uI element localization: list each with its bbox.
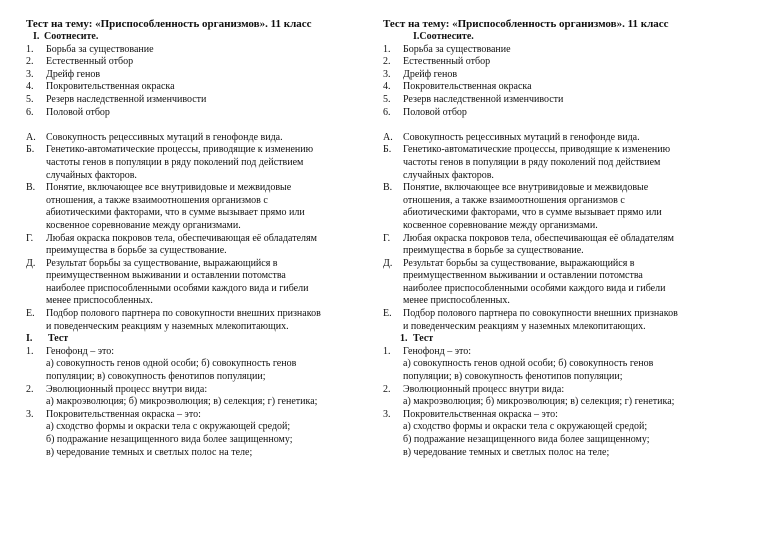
definition-text: абиотическими факторами, что в сумме вызывает прямо или <box>46 207 305 219</box>
item-number: 6. <box>383 106 391 118</box>
item-text: Резерв наследственной изменчивости <box>403 93 564 105</box>
left-worksheet <box>26 17 391 459</box>
answer-option: а) совокупность генов одной особи; б) совокупность генов <box>403 358 654 370</box>
answer-option: а) сходство формы и окраски тела с окружающей средой; <box>46 421 291 433</box>
question-text: Генофонд – это: <box>403 345 472 357</box>
answer-options <box>383 434 745 447</box>
term-item <box>383 81 745 94</box>
answer-option: популяции; в) совокупность фенотипов популяции; <box>46 371 266 383</box>
answer-options <box>26 358 388 371</box>
definition-text: Результат борьбы за существование, выражающийся в <box>403 257 635 269</box>
definition-text: случайных факторов. <box>46 169 137 181</box>
definition-continuation <box>383 170 745 183</box>
answer-options <box>383 371 745 384</box>
answer-option: в) чередование темных и светлых полос на теле; <box>403 446 610 458</box>
question <box>383 384 745 397</box>
definition-letter: В. <box>26 182 36 194</box>
definition-g <box>26 232 391 246</box>
definition-text: Совокупность рецессивных мутаций в генофонде вида. <box>403 131 640 143</box>
question-number: 1. <box>383 345 391 357</box>
definition-g <box>383 233 745 246</box>
definition-text: Любая окраска покровов тела, обеспечивающая её обладателям <box>46 232 317 244</box>
definition-text: Понятие, включающее все внутривидовые и межвидовые <box>46 182 292 194</box>
question-number: 1. <box>26 345 34 357</box>
definition-text: Совокупность рецессивных мутаций в генофонде вида. <box>46 131 283 143</box>
definition-text: и поведенческим реакциям у наземных млекопитающих. <box>403 320 646 332</box>
definition-text: частоты генов в популяции в ряду поколений под действием <box>403 156 661 168</box>
definition-text: Понятие, включающее все внутривидовые и межвидовые <box>403 182 649 194</box>
term-item <box>26 107 388 120</box>
item-text: Борьба за существование <box>403 43 511 55</box>
definition-text: Любая окраска покровов тела, обеспечивающая её обладателям <box>403 232 674 244</box>
term-item <box>383 107 745 120</box>
definition-letter: Д. <box>383 257 393 269</box>
question-number: 3. <box>383 408 391 420</box>
term-item <box>26 56 388 69</box>
section-test-heading <box>26 333 388 346</box>
item-text: Естественный отбор <box>46 56 134 68</box>
answer-option: популяции; в) совокупность фенотипов популяции; <box>403 371 623 383</box>
definition-continuation <box>26 170 388 183</box>
definition-e <box>383 308 745 321</box>
question <box>26 346 388 359</box>
item-text: Покровительственная окраска <box>403 81 532 93</box>
definition-v <box>383 182 745 195</box>
item-number: 2. <box>383 56 391 68</box>
definition-b <box>383 144 745 157</box>
definition-letter: Г. <box>26 232 34 244</box>
answer-options <box>26 371 388 384</box>
definition-continuation <box>383 207 745 220</box>
item-text: Резерв наследственной изменчивости <box>46 93 207 105</box>
worksheet-title: Тест на тему: «Приспособленность организмов». 11 класс <box>383 18 669 30</box>
definition-letter: А. <box>26 131 36 143</box>
answer-option: в) чередование темных и светлых полос на теле; <box>46 446 253 458</box>
definition-continuation <box>26 220 388 233</box>
definition-letter: Б. <box>383 144 392 156</box>
definition-a <box>383 132 745 145</box>
definition-continuation <box>26 321 388 334</box>
definition-text: преимущественном выживании и оставлении потомства <box>46 270 286 282</box>
answer-option: а) макроэволюция; б) микроэволюция; в) селекция; г) генетика; <box>403 396 675 408</box>
item-text: Борьба за существование <box>46 43 154 55</box>
spacer <box>26 119 388 132</box>
answer-options <box>383 396 745 409</box>
answer-options <box>383 447 745 460</box>
question <box>26 409 388 422</box>
item-number: 5. <box>26 93 34 105</box>
right-worksheet <box>383 17 745 459</box>
term-item <box>26 69 388 82</box>
answer-options <box>26 421 388 434</box>
question-text: Эволюционный процесс внутри вида: <box>403 383 565 395</box>
item-number: 3. <box>26 68 34 80</box>
spacer <box>383 119 745 132</box>
term-item <box>383 69 745 82</box>
section-title: Тест <box>48 333 69 345</box>
section-test-heading <box>383 333 745 346</box>
question-number: 2. <box>383 383 391 395</box>
definition-continuation <box>383 220 745 233</box>
item-text: Половой отбор <box>46 106 110 118</box>
definition-continuation <box>383 195 745 208</box>
definition-continuation <box>383 245 745 258</box>
item-number: 1. <box>383 43 391 55</box>
definition-text: Генетико-автоматические процессы, приводящие к изменению <box>403 144 671 156</box>
item-number: 5. <box>383 93 391 105</box>
definition-d <box>383 258 745 271</box>
item-number: 1. <box>26 43 34 55</box>
section-number: 1. <box>400 333 408 345</box>
section-matching-heading <box>26 31 388 44</box>
question <box>383 409 745 422</box>
term-item <box>26 81 388 94</box>
definition-text: наиболее приспособленными особями каждого вида и гибели <box>403 282 666 294</box>
definition-a <box>26 132 388 145</box>
definition-continuation <box>383 270 745 283</box>
definition-text: менее приспособленных. <box>403 295 510 307</box>
item-number: 2. <box>26 56 34 68</box>
definition-letter: В. <box>383 182 393 194</box>
definition-text: менее приспособленных. <box>46 295 153 307</box>
definition-text: отношения, а также взаимоотношения организмов с <box>46 194 268 206</box>
definition-text: преимущественном выживании и оставлении потомства <box>403 270 643 282</box>
item-text: Покровительственная окраска <box>46 81 175 93</box>
definition-text: и поведенческим реакциям у наземных млекопитающих. <box>46 320 289 332</box>
definition-text: Результат борьбы за существование, выражающийся в <box>46 257 278 269</box>
definition-letter: Е. <box>383 308 392 320</box>
term-item <box>26 94 388 107</box>
definition-letter: Б. <box>26 144 35 156</box>
section-title: I.Соотнесите. <box>413 31 474 42</box>
item-number: 4. <box>383 81 391 93</box>
answer-options <box>26 447 388 460</box>
definition-text: случайных факторов. <box>403 169 494 181</box>
definition-text: Подбор полового партнера по совокупности внешних признаков <box>403 308 678 320</box>
definition-text: преимущества в борьбе за существование. <box>46 245 227 257</box>
definition-continuation <box>383 321 745 334</box>
definition-continuation <box>383 283 745 296</box>
definition-b <box>26 144 388 157</box>
question-number: 3. <box>26 408 34 420</box>
item-number: 6. <box>26 106 34 118</box>
question-number: 2. <box>26 383 34 395</box>
answer-options <box>26 396 388 409</box>
definition-letter: Д. <box>26 257 36 269</box>
answer-options <box>26 434 388 447</box>
definition-continuation <box>26 295 388 308</box>
definition-continuation <box>26 195 388 208</box>
definition-continuation <box>26 283 388 296</box>
definition-text: отношения, а также взаимоотношения организмов с <box>403 194 625 206</box>
definition-continuation <box>26 157 388 170</box>
item-number: 3. <box>383 68 391 80</box>
term-item <box>26 44 388 57</box>
question <box>26 384 388 397</box>
definition-text: преимущества в борьбе за существование. <box>403 245 584 257</box>
definition-letter: А. <box>383 131 393 143</box>
section-title: Соотнесите. <box>44 31 99 42</box>
answer-option: а) макроэволюция; б) микроэволюция; в) селекция; г) генетика; <box>46 396 318 408</box>
definition-letter: Г. <box>383 232 391 244</box>
term-item <box>383 44 745 57</box>
question <box>383 346 745 359</box>
answer-option: а) сходство формы и окраски тела с окружающей средой; <box>403 421 648 433</box>
definition-continuation <box>26 270 388 283</box>
definition-text: частоты генов в популяции в ряду поколений под действием <box>46 156 304 168</box>
definition-letter: Е. <box>26 308 35 320</box>
item-text: Дрейф генов <box>403 68 458 80</box>
definition-text: наиболее приспособленными особями каждого вида и гибели <box>46 282 309 294</box>
answer-option: б) подражание незащищенного вида более защищенному; <box>46 434 293 445</box>
item-text: Естественный отбор <box>403 56 491 68</box>
section-title: Тест <box>413 333 434 345</box>
section-number: I. <box>26 333 33 345</box>
definition-continuation <box>383 157 745 170</box>
answer-option: б) подражание незащищенного вида более защищенному; <box>403 434 650 445</box>
section-number: I. <box>33 31 40 42</box>
item-text: Половой отбор <box>403 106 467 118</box>
definition-text: Подбор полового партнера по совокупности внешних признаков <box>46 308 321 320</box>
question-text: Эволюционный процесс внутри вида: <box>46 383 208 395</box>
question-text: Генофонд – это: <box>46 345 115 357</box>
definition-d <box>26 258 388 271</box>
definition-text: Генетико-автоматические процессы, приводящие к изменению <box>46 144 314 156</box>
definition-continuation <box>383 295 745 308</box>
definition-e <box>26 308 388 321</box>
definition-continuation <box>26 245 388 258</box>
question-text: Покровительственная окраска – это: <box>46 408 201 420</box>
question-text: Покровительственная окраска – это: <box>403 408 558 420</box>
definition-text: косвенное соревнование между организмами. <box>403 219 598 231</box>
definition-text: абиотическими факторами, что в сумме вызывает прямо или <box>403 207 662 219</box>
item-number: 4. <box>26 81 34 93</box>
answer-options <box>383 421 745 434</box>
section-matching-heading <box>383 31 745 44</box>
definition-text: косвенное соревнование между организмами. <box>46 219 241 231</box>
definition-continuation <box>26 207 388 220</box>
term-item <box>383 94 745 107</box>
term-item <box>383 56 745 69</box>
definition-v <box>26 182 388 195</box>
answer-option: а) совокупность генов одной особи; б) совокупность генов <box>46 358 297 370</box>
worksheet-title: Тест на тему: «Приспособленность организмов». 11 класс <box>26 18 312 30</box>
item-text: Дрейф генов <box>46 68 101 80</box>
answer-options <box>383 358 745 371</box>
